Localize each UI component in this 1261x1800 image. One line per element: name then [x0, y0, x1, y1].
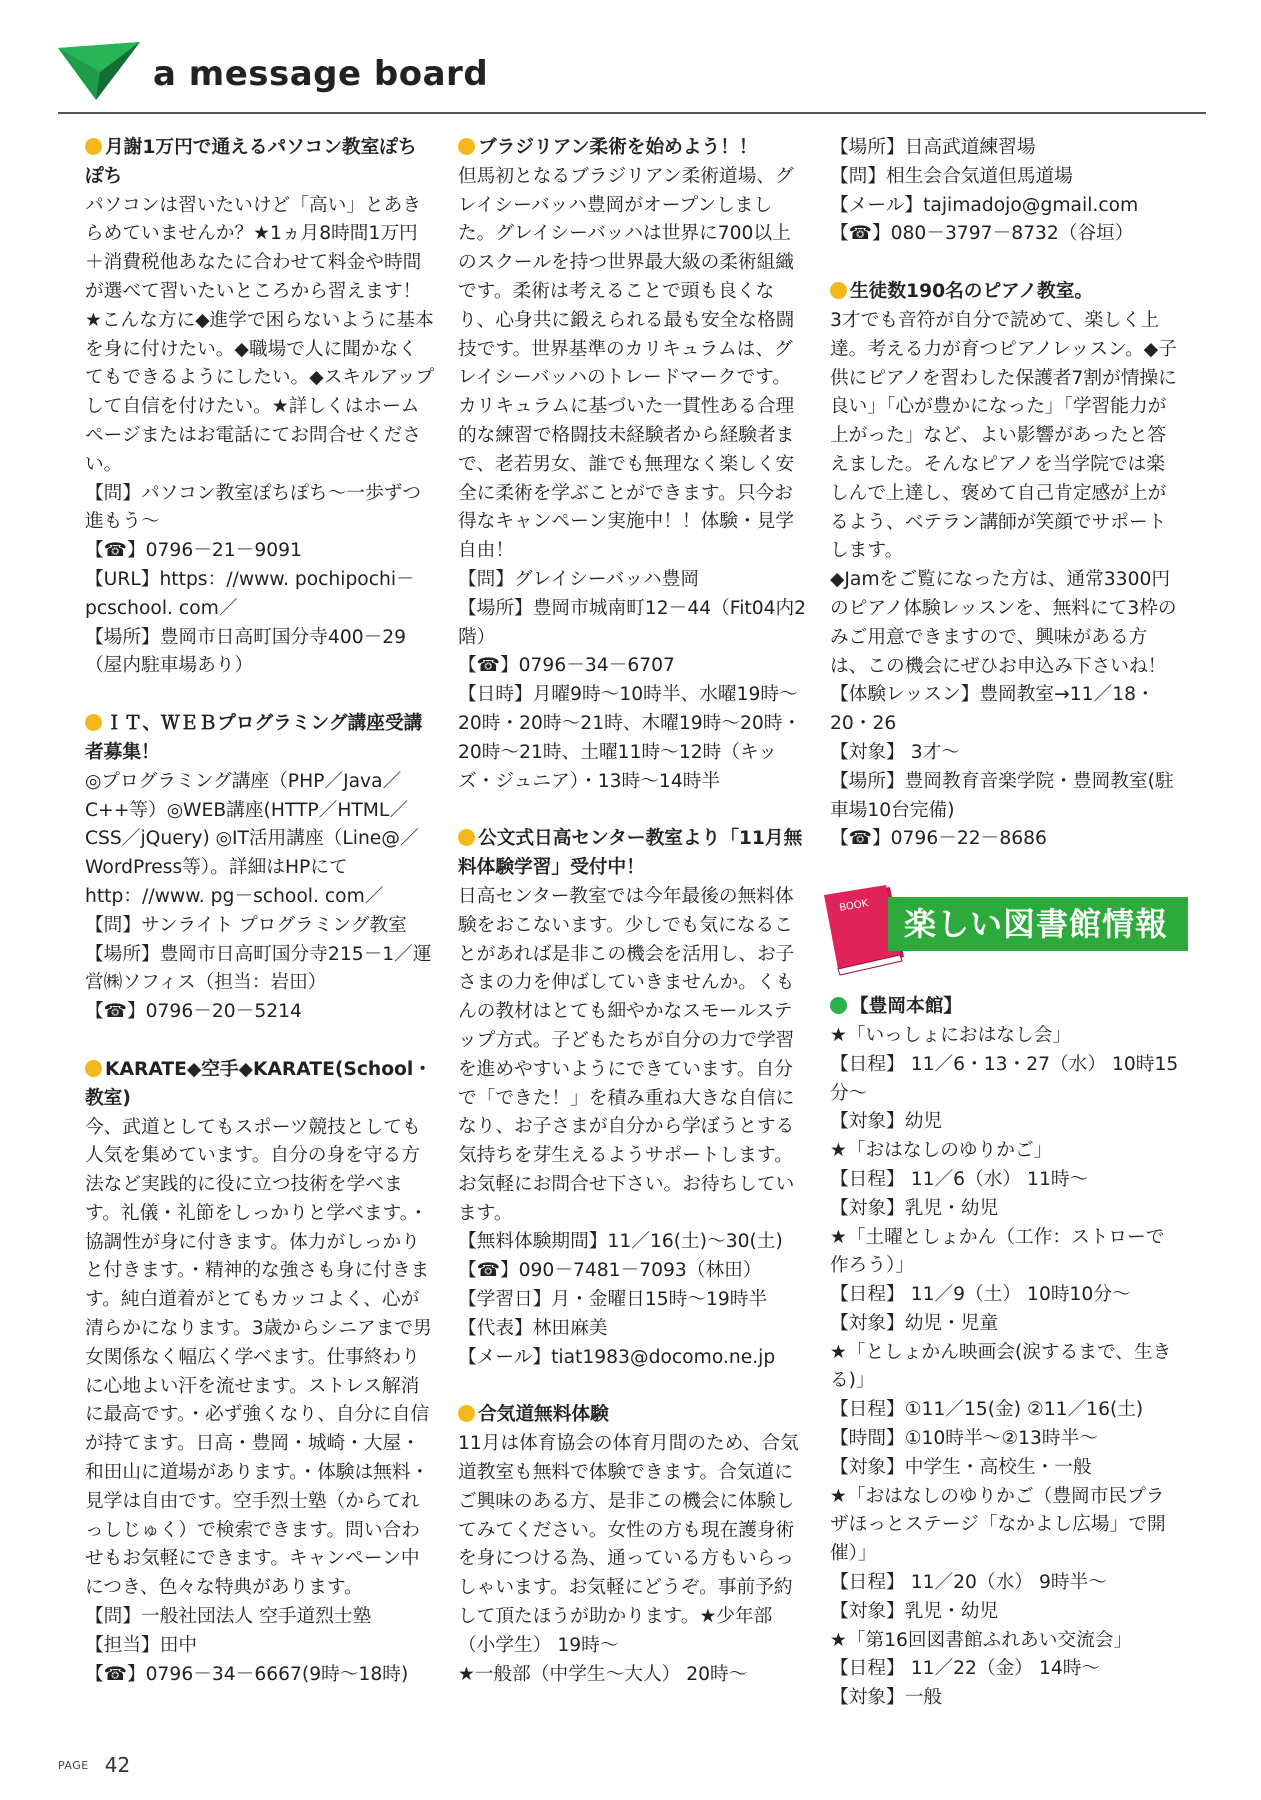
- notice-body: 今、武道としてもスポーツ競技としても人気を集めています。自分の身を守る方法など実践的に役に立つ技術を学べます。礼儀・礼節をしっかりと学べます。・協調性が身に付きます。体力がしっかりと付きます。・精神的な強さも身に付きます。純白道着がとてもカッコよく、心が清らかになります。3歳からシニアまで男女関係なく幅広く学べます。仕事終わりに心地よい汗を流せます。ストレス解消に最高です。・必ず強くなり、自分に自信が持てます。日高・豊岡・城崎・大屋・和田山に道場があります。・体験は無料・見学は自由です。空手烈士塾（からてれっしじゅく）で検索できます。問い合わせもお気軽にできます。キャンペーン中につき、色々な特典があります。: [85, 1116, 432, 1599]
- bullet-dot-icon: [85, 1060, 102, 1077]
- library-info: [830, 993, 1180, 1713]
- column-1: [85, 134, 435, 1718]
- library-banner: [820, 883, 1180, 981]
- notice-contact-info: 【問】グレイシーバッハ豊岡 【場所】豊岡市城南町12－44（Fit04内2階） 【☎】0796－34－6707 【日時】月曜9時～10時半、水曜19時～20時・20時～21時、木曜19時～20時・20時～21時、土曜11時～12時（キッズ・ジュニア）・13時～14時半: [458, 568, 807, 792]
- notice-body: 日高センター教室では今年最後の無料体験をおこないます。少しでも気になることがあれば是非この機会を活用し、お子さまの力を伸ばしていきませんか。くもんの教材はとても細やかなスモールステップ方式。子どもたちが自分の力で学習を進めやすいようにできています。自分で「できた！」を積み重ね大きな自信になり、お子さまが自分から学ぼうとする気持ちを芽生えるようサポートします。お気軽にお問合せ下さい。お待ちしています。: [458, 885, 795, 1224]
- library-branch: 【豊岡本館】: [830, 993, 1180, 1022]
- header-rule: [58, 112, 1206, 114]
- page-header: [58, 40, 1208, 120]
- bullet-dot-icon: [458, 138, 475, 155]
- notice-aikido: [458, 1401, 808, 1689]
- library-events: ★「いっしょにおはなし会」 【日程】 11／6・13・27（水） 10時15分～ 【対象】幼児 ★「おはなしのゆりかご」 【日程】 11／6（水） 11時～ 【対象】乳児・幼児 ★「土曜としょかん（工作：ストローで作ろう）」 【日程】 11／9（土） 10時10分～ 【対象】幼児・児童 ★「としょかん映画会(涙するまで、生きる)」 【日程】①11／15(金) ②11／16(土) 【時間】①10時半～②13時半～ 【対象】中学生・高校生・一般 ★「おはなしのゆりかご（豊岡市民プラザほっとステージ「なかよし広場」で開催）」 【日程】 11／20（水） 9時半～ 【対象】乳児・幼児 ★「第16回図書館ふれあい交流会」 【日程】 11／22（金） 14時～ 【対象】一般: [830, 1024, 1179, 1709]
- notice-body: 3才でも音符が自分で読めて、楽しく上達。考える力が育つピアノレッスン。◆子供にピアノを習わした保護者7割が情操に良い」「心が豊かになった」「学習能力が上がった」など、よい影響があったと答えました。そんなピアノを当学院では楽しんで上達し、褒めて自己肯定感が上がるよう、ベテラン講師が笑顔でサポートします。 ◆Jamをご覧になった方は、通常3300円のピアノ体験レッスンを、無料にて3枠のみご用意できますので、興味がある方は、この機会にぜひお申込み下さいね！: [830, 309, 1177, 677]
- notice-title: 月謝1万円で通えるパソコン教室ぽちぽち: [85, 137, 417, 187]
- notice-jiujitsu: [458, 134, 808, 796]
- notice-contact-info: 【無料体験期間】11／16(土)～30(土) 【☎】090－7481－7093（林田） 【学習日】月・金曜日15時～19時半 【代表】林田麻美 【メール】tiat1983@docomo.ne.jp: [458, 1231, 783, 1368]
- bullet-dot-icon: [830, 997, 847, 1014]
- notice-pc-school: [85, 134, 435, 681]
- notice-karate: [85, 1056, 435, 1690]
- notice-contact-info: 【問】サンライト プログラミング教室 【場所】豊岡市日高町国分寺215－1／運営㈱ソフィス（担当：岩田） 【☎】0796－20－5214: [85, 914, 432, 1023]
- notice-title: 生徒数190名のピアノ教室。: [830, 278, 1180, 307]
- notice-piano: [830, 278, 1180, 854]
- notice-contact-info: 【場所】日高武道練習場 【問】相生会合気道但馬道場 【メール】tajimadojo@gmail.com 【☎】080－3797－8732（谷垣）: [830, 137, 1139, 245]
- library-title: 楽しい図書館情報: [888, 897, 1188, 951]
- paper-plane-icon: [58, 42, 140, 100]
- notice-it-course: [85, 710, 435, 1027]
- bullet-dot-icon: [830, 282, 847, 299]
- column-3: [830, 134, 1180, 1742]
- notice-title: ＩＴ、ＷＥＢプログラミング講座受講者募集！: [85, 713, 423, 763]
- notice-body: パソコンは習いたいけど「高い」とあきらめていませんか？★1ヵ月8時間1万円＋消費税他あなたに合わせて料金や時間が選べて習いたいところから習えます！★こんな方に◆進学で困らないように基本を身に付けたい。◆職場で人に聞かなくてもできるようにしたい。◆スキルアップして自信を付けたい。★詳しくはホームページまたはお電話にてお問合せください。: [85, 194, 435, 475]
- book-label: BOOK: [838, 898, 870, 915]
- bullet-dot-icon: [458, 1405, 475, 1422]
- page-footer: [58, 1753, 130, 1777]
- column-2: [458, 134, 808, 1718]
- bullet-dot-icon: [458, 829, 475, 846]
- notice-aikido-continued: [830, 134, 1180, 249]
- notice-title: ブラジリアン柔術を始めよう！！: [458, 134, 808, 163]
- notice-contact-info: 【問】パソコン教室ぽちぽち～一歩ずつ進もう～ 【☎】0796－21－9091 【URL】https：//www. pochipochi－pcschool. com／ 【場所】豊岡市日高町国分寺400－29（屋内駐車場あり）: [85, 482, 422, 677]
- page-number: 42: [104, 1753, 131, 1777]
- notice-kumon: [458, 825, 808, 1372]
- bullet-dot-icon: [85, 138, 102, 155]
- notice-body: 但馬初となるブラジリアン柔術道場、グレイシーバッハ豊岡がオープンしました。グレイシーバッハは世界に700以上のスクールを持つ世界最大級の柔術組織です。柔術は考えることで頭も良くなり、心身共に鍛えられる最も安全な格闘技です。世界基準のカリキュラムは、グレイシーバッハのトレードマークです。カリキュラムに基づいた一貫性ある合理的な練習で格闘技未経験者から経験者まで、老若男女、誰でも無理なく楽しく安全に柔術を学ぶことができます。只今お得なキャンペーン実施中！！体験・見学自由！: [458, 165, 795, 562]
- notice-body: ◎プログラミング講座（PHP／Java／C++等）◎WEB講座(HTTP／HTML／CSS／jQuery) ◎IT活用講座（Line@／WordPress等）。詳細はHPにて http：//www. pg－school. com／: [85, 770, 419, 907]
- notice-title: 公文式日高センター教室より「11月無料体験学習」受付中！: [458, 828, 803, 879]
- notice-title: 合気道無料体験: [458, 1401, 808, 1430]
- bullet-dot-icon: [85, 714, 102, 731]
- notice-contact-info: 【体験レッスン】豊岡教室→11／18・20・26 【対象】 3才～ 【場所】豊岡教育音楽学院・豊岡教室(駐車場10台完備) 【☎】0796－22－8686: [830, 684, 1174, 850]
- page-label: PAGE: [58, 1759, 89, 1772]
- board-title: a message board: [153, 54, 489, 94]
- notice-contact-info: 【問】一般社団法人 空手道烈士塾 【担当】田中 【☎】0796－34－6667(9時～18時): [85, 1606, 409, 1685]
- notice-body: 11月は体育協会の体育月間のため、合気道教室も無料で体験できます。合気道にご興味のある方、是非この機会に体験してみてください。女性の方も現在護身術を身につける為、通っている方もいらっしゃいます。お気軽にどうぞ。事前予約して頂たほうが助かります。★少年部（小学生） 19時～ ★一般部（中学生～大人） 20時～: [458, 1433, 799, 1685]
- notice-title: KARATE◆空手◆KARATE(School・教室): [85, 1058, 432, 1109]
